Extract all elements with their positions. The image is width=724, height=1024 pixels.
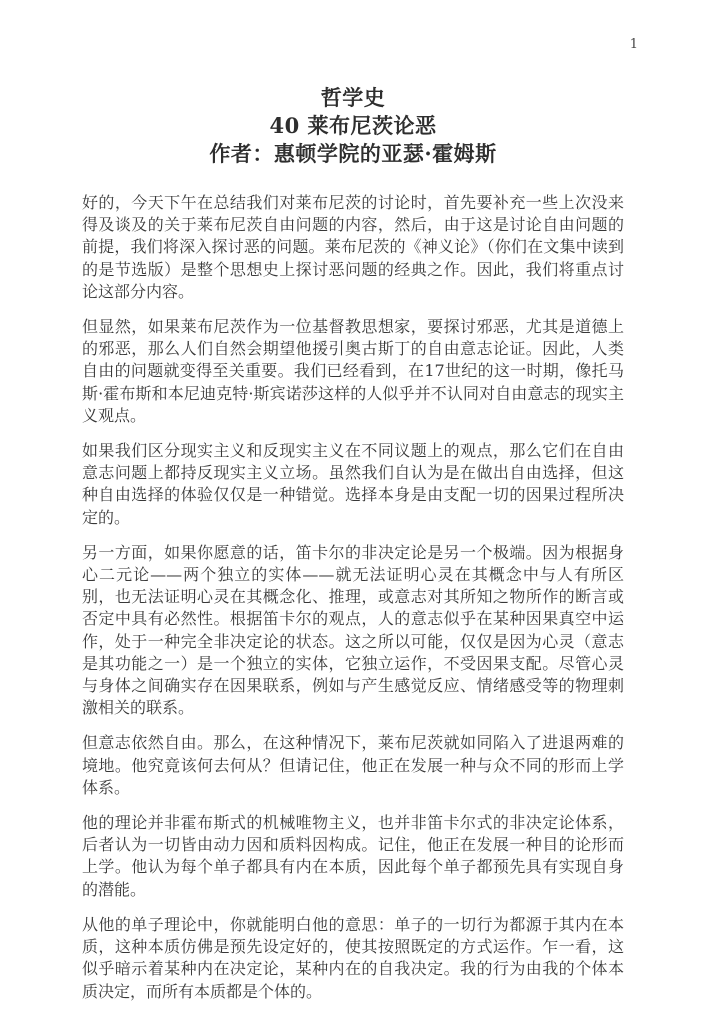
doc-author-line: 作者：惠顿学院的亚瑟·霍姆斯 (209, 141, 497, 166)
body-paragraph: 另一方面，如果你愿意的话，笛卡尔的非决定论是另一个极端。因为根据身心二元论——两个独立的实体——就无法证明心灵在其概念中与人有所区别，也无法证明心灵在其概念化、推理，或意志对其所知之物所作的断言或否定中具有必然性。根据笛卡尔的观点，人的意志似乎在某种因果真空中运作，处于一种完全非决定论的状态。这之所以可能，仅仅是因为心灵（意志是其功能之一）是一个独立的实体，它独立运作，不受因果支配。尽管心灵与身体之间确实存在因果联系，例如与产生感觉反应、情绪感受等的物理刺激相关的联系。 (82, 542, 624, 718)
document-body (82, 192, 624, 1003)
body-paragraph: 但意志依然自由。那么，在这种情况下，莱布尼茨就如同陷入了进退两难的境地。他究竟该何去何从？但请记住，他正在发展一种与众不同的形而上学体系。 (82, 733, 624, 797)
doc-subtitle: 40 莱布尼茨论恶 (269, 113, 437, 138)
body-paragraph: 从他的单子理论中，你就能明白他的意思：单子的一切行为都源于其内在本质，这种本质仿佛是预先设定好的，使其按照既定的方式运作。乍一看，这似乎暗示着某种内在决定论，某种内在的自我决定。我的行为由我的个体本质决定，而所有本质都是个体的。 (82, 914, 624, 1001)
body-paragraph: 如果我们区分现实主义和反现实主义在不同议题上的观点，那么它们在自由意志问题上都持反现实主义立场。虽然我们自认为是在做出自由选择，但这种自由选择的体验仅仅是一种错觉。选择本身是由支配一切的因果过程所决定的。 (82, 441, 624, 527)
body-paragraph: 他的理论并非霍布斯式的机械唯物主义，也并非笛卡尔式的非决定论体系，后者认为一切皆由动力因和质料因构成。记住，他正在发展一种目的论形而上学。他认为每个单子都具有内在本质，因此每个单子都预先具有实现自身的潜能。 (82, 813, 624, 899)
document-header (82, 0, 624, 168)
doc-title: 哲学史 (320, 85, 386, 110)
page-number: 1 (629, 37, 638, 52)
body-paragraph: 但显然，如果莱布尼茨作为一位基督教思想家，要探讨邪恶，尤其是道德上的邪恶，那么人们自然会期望他援引奥古斯丁的自由意志论证。因此，人类自由的问题就变得至关重要。我们已经看到，在17世纪的这一时期，像托马斯·霍布斯和本尼迪克特·斯宾诺莎这样的人似乎并不认同对自由意志的现实主义观点。 (82, 317, 624, 425)
body-paragraph: 好的，今天下午在总结我们对莱布尼茨的讨论时，首先要补充一些上次没来得及谈及的关于莱布尼茨自由问题的内容，然后，由于这是讨论自由问题的前提，我们将深入探讨恶的问题。莱布尼茨的《神义论》（你们在文集中读到的是节选版）是整个思想史上探讨恶问题的经典之作。因此，我们将重点讨论这部分内容。 (82, 193, 624, 301)
